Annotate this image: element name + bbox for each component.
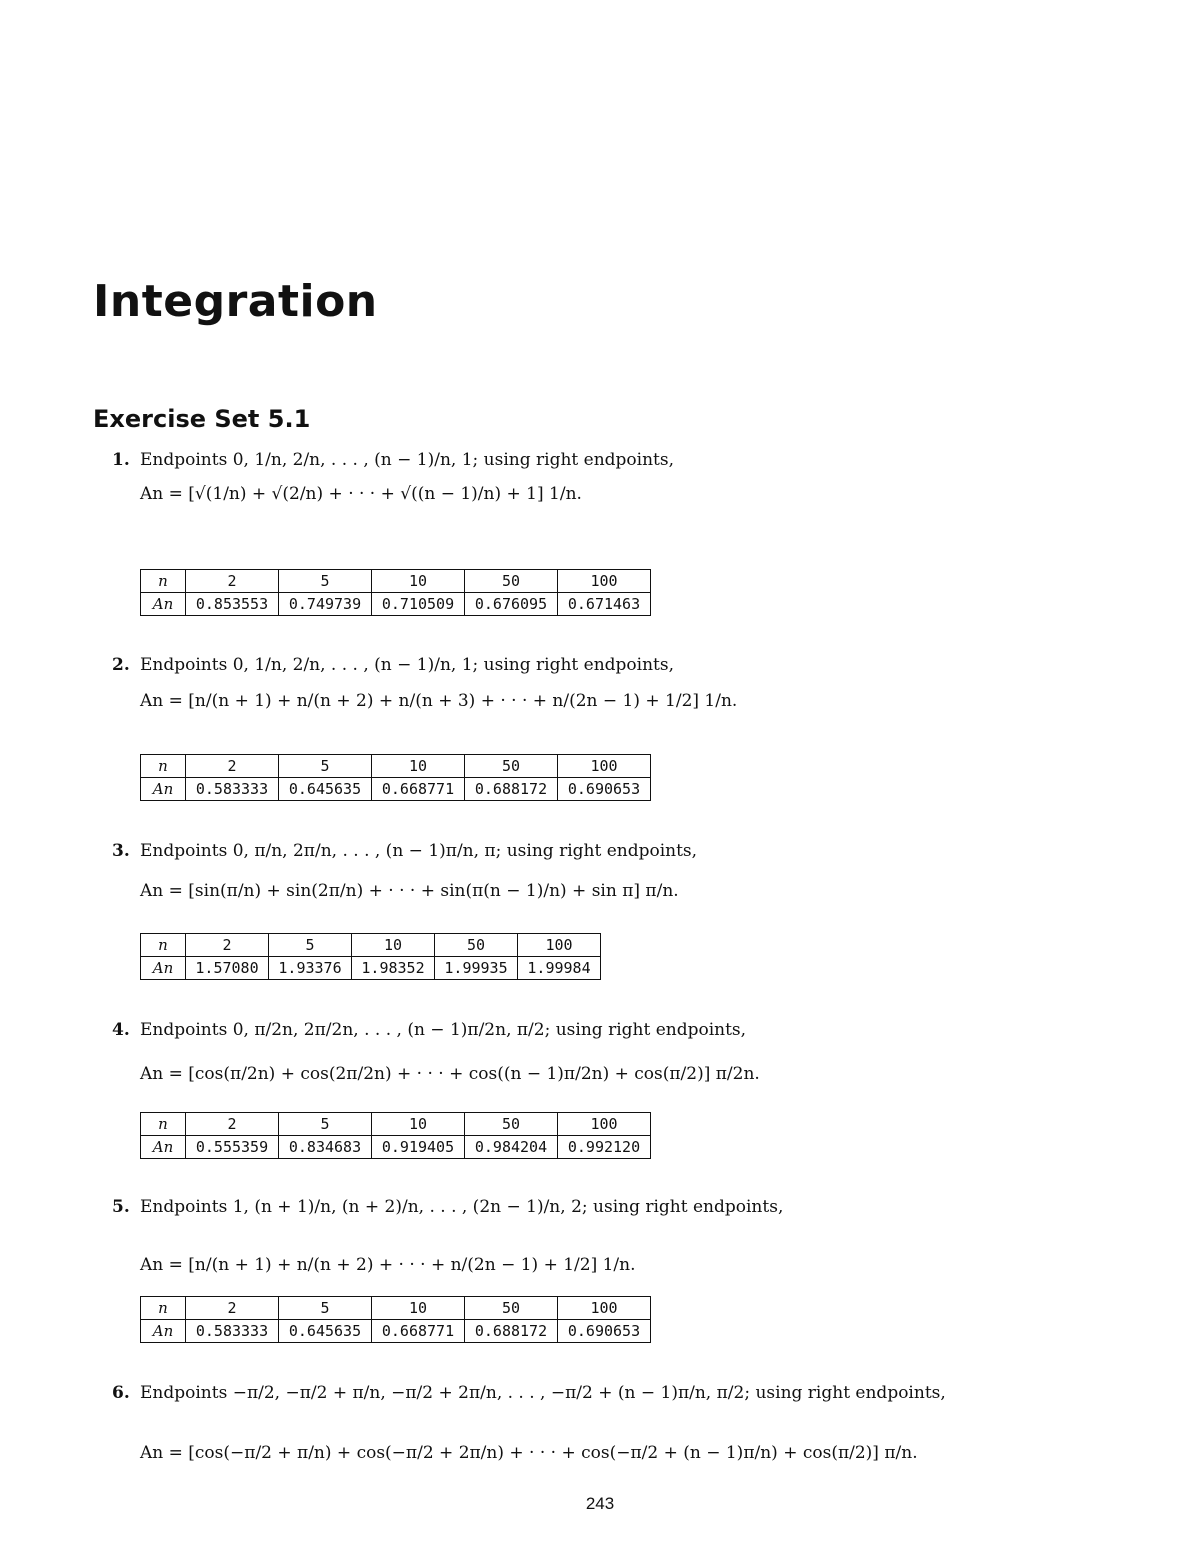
table-row: An 0.583333 0.645635 0.668771 0.688172 0.690653 bbox=[141, 778, 651, 801]
endpoints-text: Endpoints −π/2, −π/2 + π/n, −π/2 + 2π/n, . . . , −π/2 + (n − 1)π/n, π/2; using right endpoints, bbox=[140, 1383, 946, 1403]
section-title: Exercise Set 5.1 bbox=[93, 405, 311, 433]
exercise-endpoints bbox=[112, 1383, 1112, 1403]
exercise-4 bbox=[112, 1020, 1112, 1084]
exercise-3 bbox=[112, 841, 1112, 901]
riemann-sum-formula bbox=[140, 1255, 1112, 1275]
table-row: n 2 5 10 50 100 bbox=[141, 934, 601, 957]
values-table-2 bbox=[140, 754, 651, 801]
endpoints-text: Endpoints 0, 1/n, 2/n, . . . , (n − 1)/n, 1; using right endpoints, bbox=[140, 450, 674, 470]
exercise-number: 6. bbox=[112, 1383, 130, 1403]
exercise-number: 4. bbox=[112, 1020, 130, 1040]
riemann-sum-formula bbox=[140, 1443, 1112, 1463]
endpoints-text: Endpoints 1, (n + 1)/n, (n + 2)/n, . . . , (2n − 1)/n, 2; using right endpoints, bbox=[140, 1197, 784, 1217]
chapter-title: Integration bbox=[93, 276, 378, 327]
formula-text: An = [√(1/n) + √(2/n) + · · · + √((n − 1)/n) + 1] 1/n. bbox=[140, 484, 582, 504]
formula-text: An = [n/(n + 1) + n/(n + 2) + · · · + n/(2n − 1) + 1/2] 1/n. bbox=[140, 1255, 636, 1275]
exercise-number: 2. bbox=[112, 655, 130, 675]
values-table-1 bbox=[140, 569, 651, 616]
table-row: n 2 5 10 50 100 bbox=[141, 1113, 651, 1136]
exercise-6 bbox=[112, 1383, 1112, 1463]
exercise-endpoints bbox=[112, 841, 1112, 861]
values-table-4 bbox=[140, 1112, 651, 1159]
formula-text: An = [sin(π/n) + sin(2π/n) + · · · + sin(π(n − 1)/n) + sin π] π/n. bbox=[140, 881, 679, 901]
table-row: n 2 5 10 50 100 bbox=[141, 755, 651, 778]
table-row: n 2 5 10 50 100 bbox=[141, 1297, 651, 1320]
endpoints-text: Endpoints 0, π/2n, 2π/2n, . . . , (n − 1)π/2n, π/2; using right endpoints, bbox=[140, 1020, 747, 1040]
exercise-endpoints bbox=[112, 450, 1112, 470]
riemann-sum-formula bbox=[140, 881, 1112, 901]
exercise-endpoints bbox=[112, 1197, 1112, 1217]
formula-text: An = [cos(π/2n) + cos(2π/2n) + · · · + cos((n − 1)π/2n) + cos(π/2)] π/2n. bbox=[140, 1064, 760, 1084]
exercise-2 bbox=[112, 655, 1112, 711]
riemann-sum-formula bbox=[140, 1064, 1112, 1084]
table-row: An 0.853553 0.749739 0.710509 0.676095 0.671463 bbox=[141, 593, 651, 616]
values-table-3 bbox=[140, 933, 601, 980]
table-row: An 0.583333 0.645635 0.668771 0.688172 0.690653 bbox=[141, 1320, 651, 1343]
riemann-sum-formula bbox=[140, 484, 1112, 504]
exercise-number: 5. bbox=[112, 1197, 130, 1217]
formula-text: An = [cos(−π/2 + π/n) + cos(−π/2 + 2π/n) + · · · + cos(−π/2 + (n − 1)π/n) + cos(π/2)] π/n. bbox=[140, 1443, 918, 1463]
exercise-number: 1. bbox=[112, 450, 130, 470]
table-row: An 1.57080 1.93376 1.98352 1.99935 1.99984 bbox=[141, 957, 601, 980]
exercise-5 bbox=[112, 1197, 1112, 1275]
table-row: An 0.555359 0.834683 0.919405 0.984204 0.992120 bbox=[141, 1136, 651, 1159]
endpoints-text: Endpoints 0, 1/n, 2/n, . . . , (n − 1)/n, 1; using right endpoints, bbox=[140, 655, 674, 675]
values-table-5 bbox=[140, 1296, 651, 1343]
riemann-sum-formula bbox=[140, 691, 1112, 711]
exercise-endpoints bbox=[112, 1020, 1112, 1040]
table-row: n 2 5 10 50 100 bbox=[141, 570, 651, 593]
formula-text: An = [n/(n + 1) + n/(n + 2) + n/(n + 3) + · · · + n/(2n − 1) + 1/2] 1/n. bbox=[140, 691, 738, 711]
exercise-1 bbox=[112, 450, 1112, 504]
exercise-number: 3. bbox=[112, 841, 130, 861]
exercise-endpoints bbox=[112, 655, 1112, 675]
page-number: 243 bbox=[585, 1494, 615, 1513]
endpoints-text: Endpoints 0, π/n, 2π/n, . . . , (n − 1)π/n, π; using right endpoints, bbox=[140, 841, 698, 861]
